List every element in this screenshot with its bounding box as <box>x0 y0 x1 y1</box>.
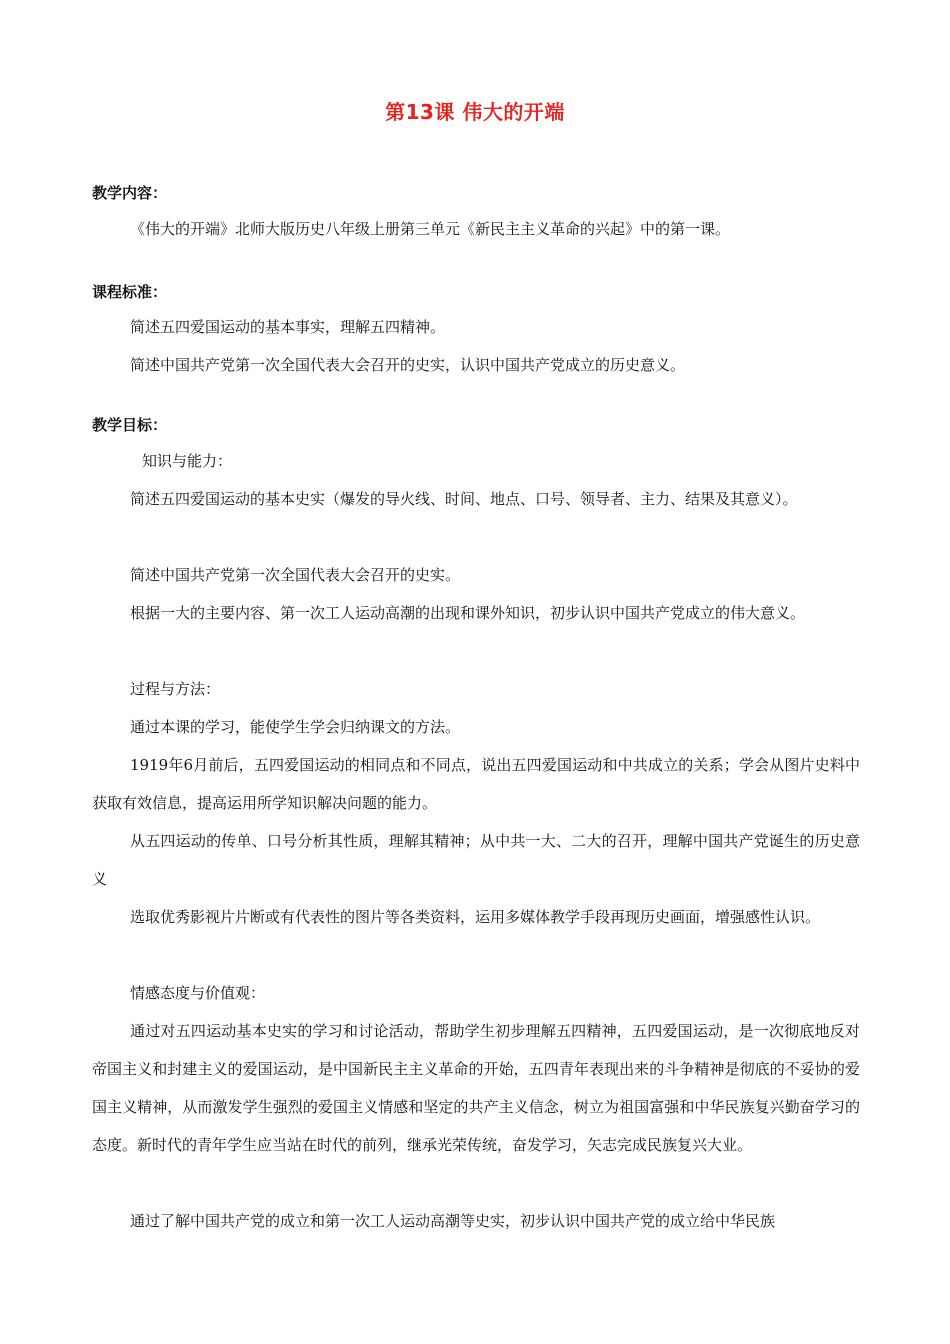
knowledge-item-3: 根据一大的主要内容、第一次工人运动高潮的出现和课外知识，初步认识中国共产党成立的伟大意义。 <box>130 604 806 622</box>
knowledge-label: 知识与能力： <box>142 452 233 470</box>
process-item-4: 选取优秀影视片片断或有代表性的图片等各类资料，运用多媒体教学手段再现历史画面，增强感性认识。 <box>130 908 821 926</box>
emotion-item-1: 通过对五四运动基本史实的学习和讨论活动，帮助学生初步理解五四精神，五四爱国运动，是一次彻底地反对帝国主义和封建主义的爱国运动，是中国新民主主义革命的开始，五四青年表现出来的斗争精神是彻底的不妥协的爱国主义精神，从而激发学生强烈的爱国主义情感和坚定的共产主义信念，树立为祖国富强和中华民族复兴勤奋学习的态度。新时代的青年学生应当站在时代的前列，继承光荣传统，奋发学习，矢志完成民族复兴大业。 <box>92 1022 860 1154</box>
knowledge-item-1: 简述五四爱国运动的基本史实（爆发的导火线、时间、地点、口号、领导者、主力、结果及其意义）。 <box>130 490 798 508</box>
page-title: 第13课 伟大的开端 <box>385 100 565 124</box>
teaching-content-text: 《伟大的开端》北师大版历史八年级上册第三单元《新民主主义革命的兴起》中的第一课。 <box>130 220 731 238</box>
heading-teaching-content: 教学内容： <box>92 184 168 202</box>
emotion-item-2: 通过了解中国共产党的成立和第一次工人运动高潮等史实，初步认识中国共产党的成立给中华民族 <box>130 1212 776 1230</box>
process-item-2: 1919年6月前后，五四爱国运动的相同点和不同点，说出五四爱国运动和中共成立的关系；学会从图片史料中获取有效信息，提高运用所学知识解决问题的能力。 <box>92 756 860 812</box>
heading-teaching-goals: 教学目标： <box>92 416 168 434</box>
process-item-1: 通过本课的学习，能使学生学会归纳课文的方法。 <box>130 718 461 736</box>
process-label: 过程与方法： <box>130 680 221 698</box>
knowledge-item-2: 简述中国共产党第一次全国代表大会召开的史实。 <box>130 566 461 584</box>
standard-item-1: 简述五四爱国运动的基本事实，理解五四精神。 <box>130 318 446 336</box>
standard-item-2: 简述中国共产党第一次全国代表大会召开的史实，认识中国共产党成立的历史意义。 <box>130 356 686 374</box>
process-item-3: 从五四运动的传单、口号分析其性质，理解其精神；从中共一大、二大的召开，理解中国共产党诞生的历史意义 <box>92 832 860 888</box>
emotion-label: 情感态度与价值观： <box>130 984 266 1002</box>
heading-course-standards: 课程标准： <box>92 283 168 301</box>
